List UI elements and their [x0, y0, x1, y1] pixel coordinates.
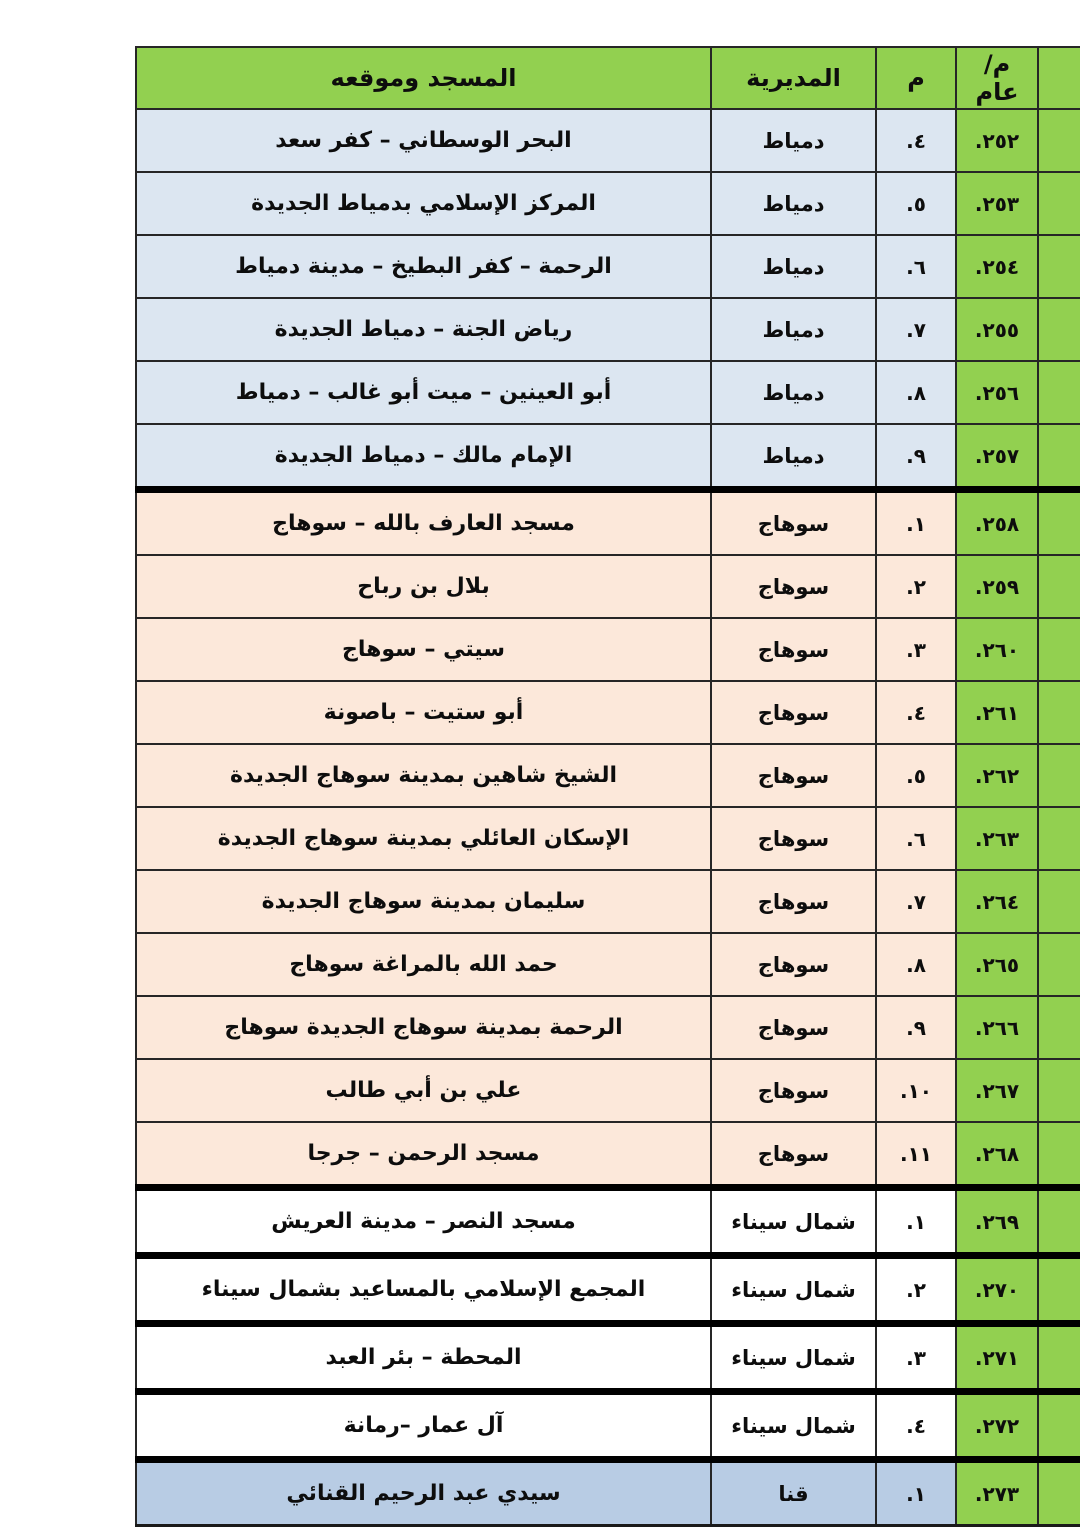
table-row	[136, 1256, 1080, 1324]
cell-mosque: الإسكان العائلي بمدينة سوهاج الجديدة	[136, 807, 711, 870]
table-row	[136, 681, 1080, 744]
cell-directorate: سوهاج	[711, 744, 876, 807]
table-row	[136, 1460, 1080, 1526]
table-row	[136, 172, 1080, 235]
cell-edge-sliver	[1038, 870, 1080, 933]
table-row	[136, 1188, 1080, 1256]
cell-edge-sliver	[1038, 361, 1080, 424]
table-row	[136, 807, 1080, 870]
cell-edge-sliver	[1038, 555, 1080, 618]
cell-mosque: مسجد العارف بالله – سوهاج	[136, 490, 711, 556]
cell-directorate: دمياط	[711, 235, 876, 298]
cell-serial: ٢٥٧.	[956, 424, 1038, 490]
cell-mosque: الرحمة – كفر البطيخ – مدينة دمياط	[136, 235, 711, 298]
cell-mosque: مسجد الرحمن – جرجا	[136, 1122, 711, 1188]
cell-num: ٧.	[876, 870, 956, 933]
cell-edge-sliver	[1038, 744, 1080, 807]
cell-serial: ٢٦١.	[956, 681, 1038, 744]
cell-serial: ٢٥٣.	[956, 172, 1038, 235]
cell-edge-sliver	[1038, 1460, 1080, 1526]
cell-directorate: سوهاج	[711, 1059, 876, 1122]
cell-serial: ٢٧٣.	[956, 1460, 1038, 1526]
cell-edge-sliver	[1038, 1392, 1080, 1460]
cell-edge-sliver	[1038, 1256, 1080, 1324]
table-row	[136, 870, 1080, 933]
cell-num: ١١.	[876, 1122, 956, 1188]
header-directorate: المديرية	[711, 47, 876, 109]
cell-num: ١.	[876, 490, 956, 556]
cell-serial: ٢٦٢.	[956, 744, 1038, 807]
cell-serial: ٢٦٨.	[956, 1122, 1038, 1188]
cell-num: ٨.	[876, 361, 956, 424]
cell-edge-sliver	[1038, 1188, 1080, 1256]
cell-directorate: دمياط	[711, 361, 876, 424]
cell-serial: ٢٥٥.	[956, 298, 1038, 361]
cell-edge-sliver	[1038, 298, 1080, 361]
cell-num: ٩.	[876, 424, 956, 490]
table-row	[136, 618, 1080, 681]
cell-num: ٢.	[876, 1256, 956, 1324]
header-row	[136, 47, 1080, 109]
table-row	[136, 1324, 1080, 1392]
cell-edge-sliver	[1038, 109, 1080, 172]
header-serial: م/ عام	[956, 47, 1038, 109]
cell-edge-sliver	[1038, 1122, 1080, 1188]
cell-serial: ٢٧٠.	[956, 1256, 1038, 1324]
cell-mosque: سيدي عبد الرحيم القنائي	[136, 1460, 711, 1526]
table-row	[136, 235, 1080, 298]
cell-serial: ٢٦٥.	[956, 933, 1038, 996]
cell-directorate: سوهاج	[711, 1122, 876, 1188]
cell-edge-sliver	[1038, 807, 1080, 870]
cell-serial: ٢٦٩.	[956, 1188, 1038, 1256]
cell-mosque: بلال بن رباح	[136, 555, 711, 618]
cell-num: ٥.	[876, 744, 956, 807]
cell-directorate: سوهاج	[711, 490, 876, 556]
header-edge-sliver	[1038, 47, 1080, 109]
cell-serial: ٢٦٤.	[956, 870, 1038, 933]
cell-mosque: أبو العينين – ميت أبو غالب – دمياط	[136, 361, 711, 424]
cell-directorate: سوهاج	[711, 555, 876, 618]
cell-mosque: الشيخ شاهين بمدينة سوهاج الجديدة	[136, 744, 711, 807]
header-num: م	[876, 47, 956, 109]
cell-directorate: شمال سيناء	[711, 1188, 876, 1256]
table-row	[136, 490, 1080, 556]
cell-num: ٢.	[876, 555, 956, 618]
table-row	[136, 555, 1080, 618]
table-row	[136, 996, 1080, 1059]
cell-num: ٦.	[876, 807, 956, 870]
cell-directorate: سوهاج	[711, 681, 876, 744]
cell-mosque: الرحمة بمدينة سوهاج الجديدة سوهاج	[136, 996, 711, 1059]
cell-mosque: رياض الجنة – دمياط الجديدة	[136, 298, 711, 361]
cell-num: ٩.	[876, 996, 956, 1059]
cell-directorate: سوهاج	[711, 807, 876, 870]
cell-mosque: أبو ستيت – باصونة	[136, 681, 711, 744]
cell-mosque: المحطة – بئر العبد	[136, 1324, 711, 1392]
table-row	[136, 933, 1080, 996]
cell-mosque: الإمام مالك – دمياط الجديدة	[136, 424, 711, 490]
cell-mosque: آل عمار –رمانة	[136, 1392, 711, 1460]
cell-directorate: دمياط	[711, 424, 876, 490]
table-row	[136, 424, 1080, 490]
cell-directorate: شمال سيناء	[711, 1256, 876, 1324]
cell-mosque: علي بن أبي طالب	[136, 1059, 711, 1122]
header-mosque: المسجد وموقعه	[136, 47, 711, 109]
cell-edge-sliver	[1038, 1059, 1080, 1122]
cell-serial: ٢٦٣.	[956, 807, 1038, 870]
table-row	[136, 1392, 1080, 1460]
cell-serial: ٢٥٢.	[956, 109, 1038, 172]
cell-directorate: دمياط	[711, 172, 876, 235]
cell-num: ٨.	[876, 933, 956, 996]
cell-edge-sliver	[1038, 424, 1080, 490]
cell-edge-sliver	[1038, 933, 1080, 996]
cell-num: ٤.	[876, 109, 956, 172]
table-row	[136, 109, 1080, 172]
cell-serial: ٢٧١.	[956, 1324, 1038, 1392]
table-row	[136, 298, 1080, 361]
cell-edge-sliver	[1038, 490, 1080, 556]
cell-mosque: سيتي – سوهاج	[136, 618, 711, 681]
cell-serial: ٢٦٦.	[956, 996, 1038, 1059]
cell-mosque: المجمع الإسلامي بالمساعيد بشمال سيناء	[136, 1256, 711, 1324]
cell-num: ٥.	[876, 172, 956, 235]
cell-edge-sliver	[1038, 172, 1080, 235]
cell-mosque: المركز الإسلامي بدمياط الجديدة	[136, 172, 711, 235]
cell-mosque: سليمان بمدينة سوهاج الجديدة	[136, 870, 711, 933]
table-row	[136, 1122, 1080, 1188]
cell-mosque: حمد الله بالمراغة سوهاج	[136, 933, 711, 996]
cell-directorate: سوهاج	[711, 933, 876, 996]
cell-edge-sliver	[1038, 618, 1080, 681]
cell-directorate: دمياط	[711, 298, 876, 361]
cell-serial: ٢٥٨.	[956, 490, 1038, 556]
cell-num: ٧.	[876, 298, 956, 361]
table-row	[136, 744, 1080, 807]
cell-directorate: سوهاج	[711, 870, 876, 933]
cell-serial: ٢٥٤.	[956, 235, 1038, 298]
cell-edge-sliver	[1038, 1324, 1080, 1392]
cell-num: ٣.	[876, 618, 956, 681]
cell-mosque: مسجد النصر – مدينة العريش	[136, 1188, 711, 1256]
cell-serial: ٢٥٩.	[956, 555, 1038, 618]
cell-num: ٤.	[876, 1392, 956, 1460]
cell-edge-sliver	[1038, 681, 1080, 744]
table-row	[136, 361, 1080, 424]
cell-num: ١٠.	[876, 1059, 956, 1122]
cell-serial: ٢٦٠.	[956, 618, 1038, 681]
cell-edge-sliver	[1038, 235, 1080, 298]
cell-serial: ٢٥٦.	[956, 361, 1038, 424]
cell-num: ٦.	[876, 235, 956, 298]
cell-directorate: شمال سيناء	[711, 1324, 876, 1392]
cell-num: ٣.	[876, 1324, 956, 1392]
mosques-table	[135, 46, 1080, 1527]
cell-num: ٤.	[876, 681, 956, 744]
cell-directorate: قنا	[711, 1460, 876, 1526]
cell-serial: ٢٦٧.	[956, 1059, 1038, 1122]
cell-directorate: سوهاج	[711, 996, 876, 1059]
cell-num: ١.	[876, 1188, 956, 1256]
cell-directorate: شمال سيناء	[711, 1392, 876, 1460]
cell-directorate: دمياط	[711, 109, 876, 172]
cell-serial: ٢٧٢.	[956, 1392, 1038, 1460]
cell-directorate: سوهاج	[711, 618, 876, 681]
cell-num: ١.	[876, 1460, 956, 1526]
cell-mosque: البحر الوسطاني – كفر سعد	[136, 109, 711, 172]
table-row	[136, 1059, 1080, 1122]
cell-edge-sliver	[1038, 996, 1080, 1059]
